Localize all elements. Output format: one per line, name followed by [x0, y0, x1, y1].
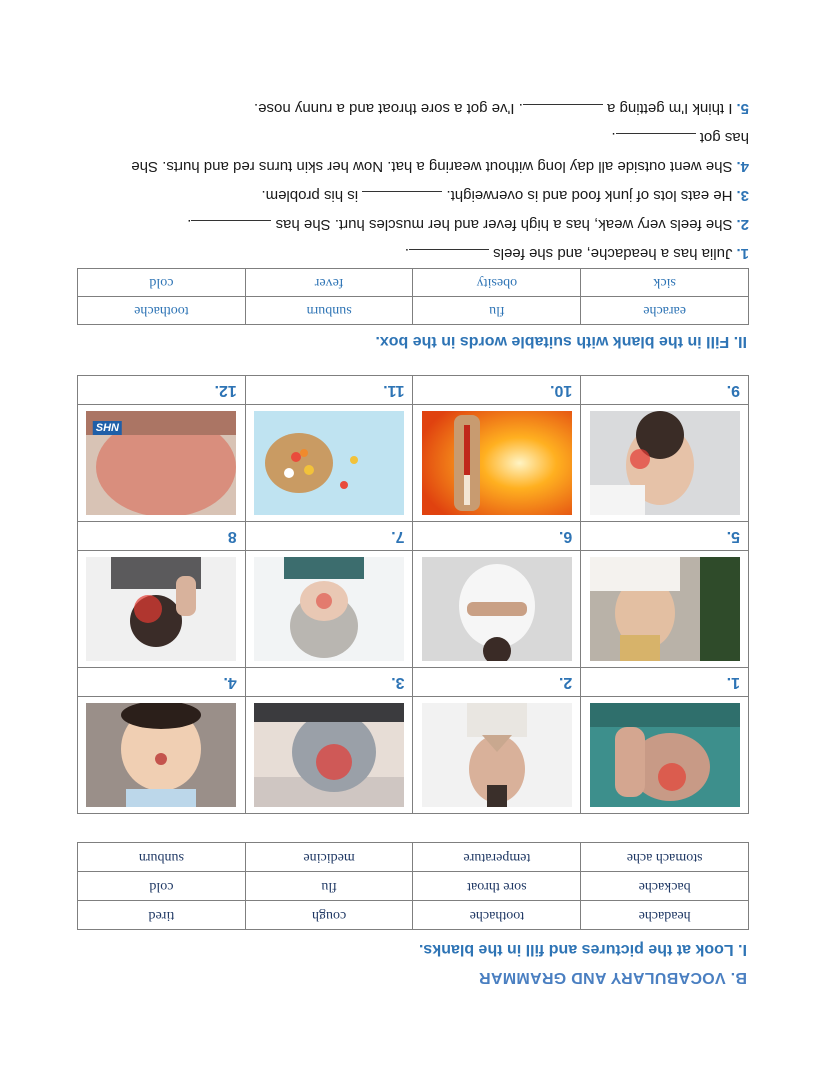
word-box-row [78, 269, 749, 297]
sunburn-skin-photo [86, 411, 236, 515]
picture-cell-11 [245, 405, 413, 522]
sentence-number: 3. [736, 187, 749, 204]
word-box-row [78, 872, 749, 901]
picture-number: 4. [78, 668, 246, 697]
sentence-text-before: has got [699, 129, 749, 146]
word-box-cell: backache [581, 872, 749, 901]
stomach-ache-photo [422, 557, 572, 661]
sentence-list [69, 94, 749, 268]
word-box-cell: earache [581, 297, 749, 325]
word-box-cell: headache [581, 901, 749, 930]
backache-photo [254, 703, 404, 807]
sentence-number: 5. [736, 100, 749, 117]
word-box-cell: cough [245, 901, 413, 930]
sentence-text-before: He eats lots of junk food and is overweight. [446, 187, 733, 204]
number-row [78, 376, 749, 405]
picture-cell-6 [413, 551, 581, 668]
word-box-cell: obesity [413, 269, 581, 297]
sentence-item [69, 210, 749, 239]
picture-cell-7 [245, 551, 413, 668]
picture-number: 6. [413, 522, 581, 551]
picture-number: 2. [413, 668, 581, 697]
photo-watermark-logo: SHN [92, 421, 121, 435]
word-box-cell: tired [78, 901, 246, 930]
exercise-1-heading: I. Look at the pictures and fill in the blanks. [418, 941, 747, 958]
picture-number: 12. [78, 376, 246, 405]
picture-number: 10. [413, 376, 581, 405]
sentence-text-before: Julia has a headache, and she feels [493, 245, 733, 262]
picture-cell-2 [413, 697, 581, 814]
sentence-item [69, 123, 749, 152]
earache-photo [590, 411, 740, 515]
cold-knitted-hat-photo [254, 557, 404, 661]
word-box-row [78, 843, 749, 872]
word-box-cell: flu [413, 297, 581, 325]
neck-pain-photo [590, 703, 740, 807]
picture-number: 7. [245, 522, 413, 551]
picture-number: 11. [245, 376, 413, 405]
picture-grid [77, 375, 749, 814]
sentence-number: 2. [736, 216, 749, 233]
sentence-text-before: She feels very weak, has a high fever and her muscles hurt. She has [275, 216, 733, 233]
exercise-2-heading: II. Fill in the blank with suitable words in the box. [375, 333, 747, 350]
sentence-text-after: . [187, 216, 192, 233]
tired-woman-photo [590, 557, 740, 661]
picture-row [78, 405, 749, 522]
sentence-text-before: She went outside all day long without wearing a hat. Now her skin turns red and hurts. She [131, 158, 733, 175]
word-box-cell: fever [245, 269, 413, 297]
sentence-text-after: is his problem. [261, 187, 359, 204]
picture-cell-4 [78, 697, 246, 814]
picture-cell-9 [581, 405, 749, 522]
word-box-cell: toothache [413, 901, 581, 930]
sentence-item [69, 239, 749, 268]
sentence-number: 4. [736, 158, 749, 175]
sore-throat-photo [422, 703, 572, 807]
word-box-row [78, 901, 749, 930]
picture-number: 9. [581, 376, 749, 405]
picture-row [78, 551, 749, 668]
child-cough-photo [86, 703, 236, 807]
pills-bowl-photo [254, 411, 404, 515]
word-box-cell: sick [581, 269, 749, 297]
word-box-cell: cold [78, 269, 246, 297]
sentence-text-after: . [611, 129, 616, 146]
sentence-text-after: . I've got a sore throat and a runny nose. [254, 100, 523, 117]
picture-number: 5. [581, 522, 749, 551]
number-row [78, 522, 749, 551]
picture-number: 1. [581, 668, 749, 697]
picture-row [78, 697, 749, 814]
sentence-text-after: . [404, 245, 409, 262]
picture-cell-8 [78, 551, 246, 668]
sentence-number: 1. [736, 245, 749, 262]
word-box-cell: sunburn [245, 297, 413, 325]
thermometer-sun-photo [422, 411, 572, 515]
word-box-cell: toothache [78, 297, 246, 325]
exercise-1-word-box [77, 842, 749, 930]
word-box-row [78, 297, 749, 325]
sentence-text-before: I think I'm getting a [607, 100, 733, 117]
exercise-2-word-box [77, 268, 749, 325]
number-row [78, 668, 749, 697]
picture-cell-3 [245, 697, 413, 814]
answer-blank[interactable] [523, 104, 603, 117]
word-box-cell: sunburn [78, 843, 246, 872]
sentence-item [69, 94, 749, 123]
word-box-cell: temperature [413, 843, 581, 872]
sentence-item [69, 152, 749, 181]
answer-blank[interactable] [191, 220, 271, 233]
picture-cell-10 [413, 405, 581, 522]
word-box-cell: medicine [245, 843, 413, 872]
picture-cell-12 [78, 405, 246, 522]
word-box-cell: sore throat [413, 872, 581, 901]
picture-number: 8 [78, 522, 246, 551]
answer-blank[interactable] [616, 133, 696, 146]
word-box-cell: cold [78, 872, 246, 901]
headache-photo [86, 557, 236, 661]
word-box-cell: flu [245, 872, 413, 901]
picture-number: 3. [245, 668, 413, 697]
picture-cell-5 [581, 551, 749, 668]
answer-blank[interactable] [362, 191, 442, 204]
sentence-item [69, 181, 749, 210]
word-box-cell: stomach ache [581, 843, 749, 872]
answer-blank[interactable] [409, 249, 489, 262]
section-title: B. VOCABULARY AND GRAMMAR [478, 969, 747, 986]
picture-cell-1 [581, 697, 749, 814]
